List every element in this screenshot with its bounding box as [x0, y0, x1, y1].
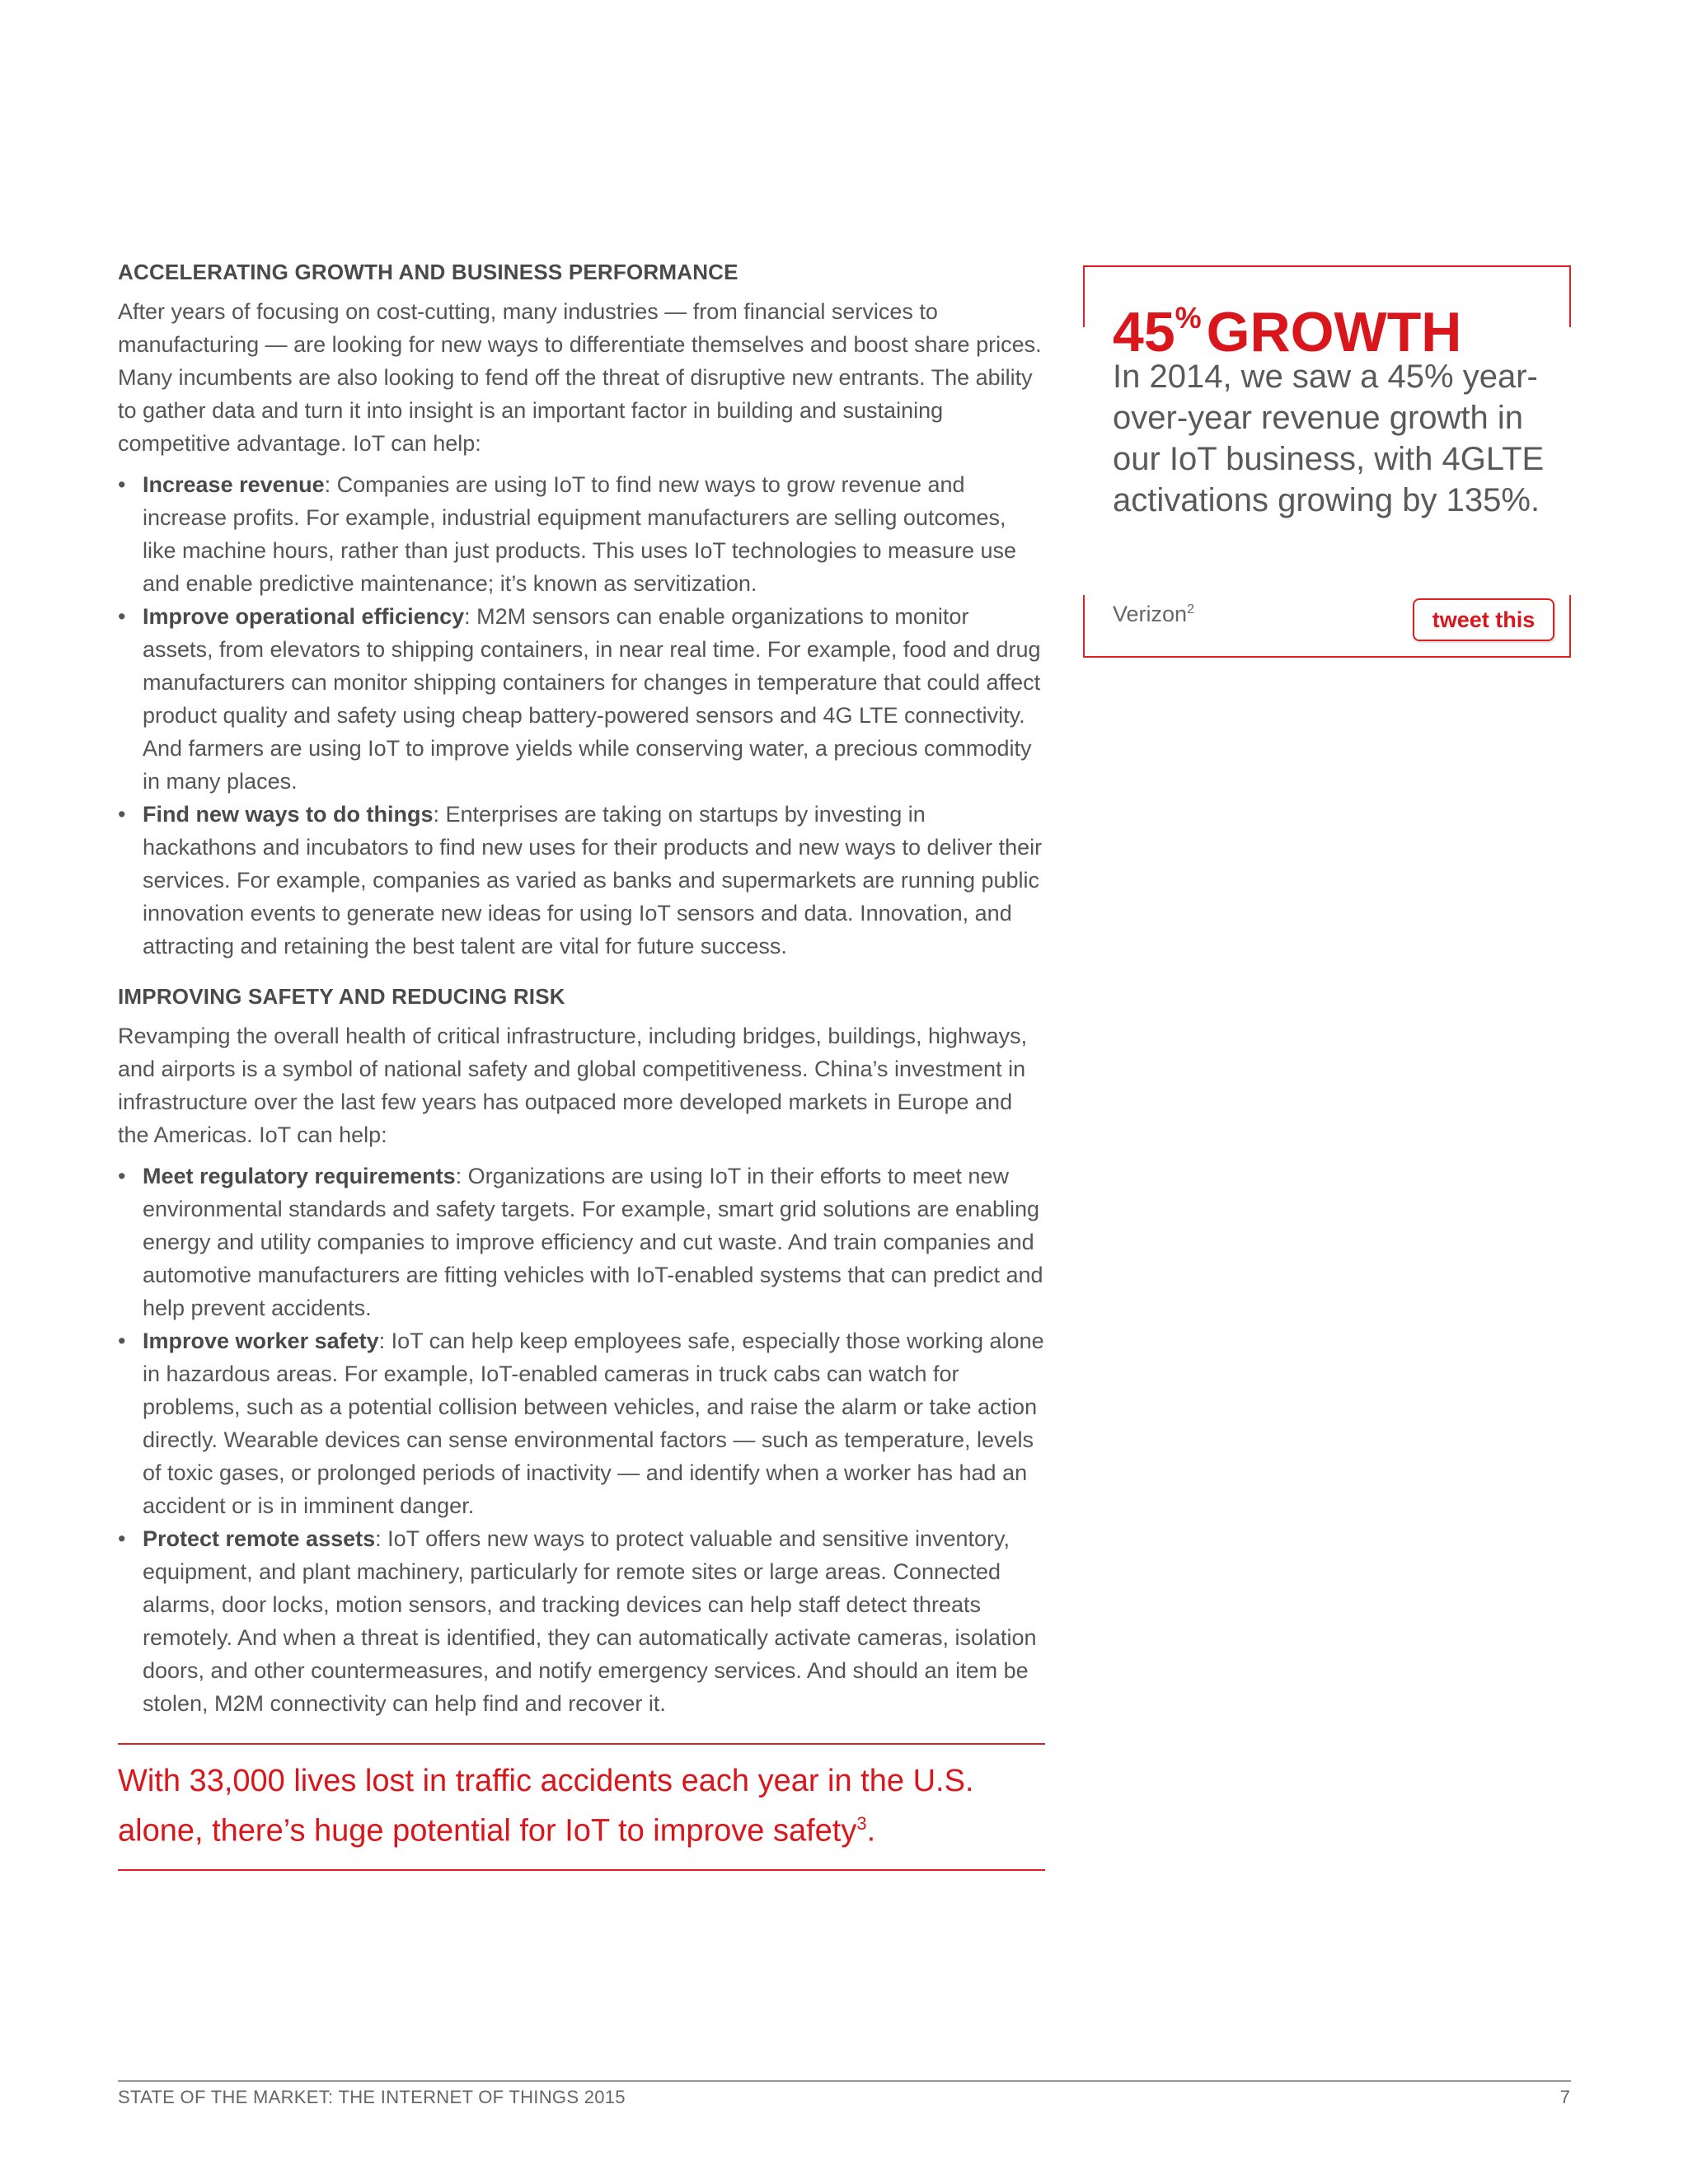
tweet-this-button[interactable]: tweet this [1413, 598, 1554, 641]
list-item [118, 468, 1045, 600]
bullet-text: : Companies are using IoT to find new ways to grow revenue and increase profits. For example, industrial equipment manufacturers are selling outcomes, like machine hours, rather than just products. This uses IoT technologies to measure use and enable predictive maintenance; it’s known as servitization. [143, 472, 1017, 596]
pull-quote-body: With 33,000 lives lost in traffic accidents each year in the U.S. alone, there’s huge potential for IoT to improve safety [118, 1764, 974, 1849]
bullet-text: : Organizations are using IoT in their efforts to meet new environmental standards and safety targets. For example, smart grid solutions are enabling energy and utility companies to improve efficiency and cut waste. And train companies and automotive manufacturers are fitting vehicles with IoT-enabled systems that can predict and help prevent accidents. [143, 1164, 1043, 1320]
stat-source-name: Verizon [1113, 602, 1188, 626]
pull-quote-footnote: 3 [856, 1813, 867, 1834]
footer-title: STATE OF THE MARKET: THE INTERNET OF THINGS 2015 [118, 2087, 626, 2107]
stat-source [1113, 602, 1194, 627]
section-heading: ACCELERATING GROWTH AND BUSINESS PERFORMANCE [118, 260, 738, 284]
pull-quote-text [118, 1760, 1045, 1853]
pull-quote-end: . [866, 1813, 876, 1849]
stat-body: In 2014, we saw a 45% year-over-year revenue growth in our IoT business, with 4GLTE activations growing by 135%. [1113, 359, 1545, 518]
list-item [118, 600, 1045, 798]
bullet-icon: • [118, 802, 126, 827]
pull-quote [118, 1743, 1045, 1871]
bullet-term: Find new ways to do things [143, 802, 434, 827]
bullet-term: Increase revenue [143, 472, 325, 497]
section-heading: IMPROVING SAFETY AND REDUCING RISK [118, 984, 565, 1009]
frame-line [1569, 595, 1571, 658]
frame-line [1083, 265, 1569, 267]
bullet-icon: • [118, 604, 126, 629]
bullet-icon: • [118, 472, 126, 497]
section-intro: After years of focusing on cost-cutting, many industries — from financial services to manufacturing — are looking for new ways to differentiate themselves and boost share prices. Many incumbents are also looking to fend off the threat of disruptive new entrants. The ability to gather data and turn it into insight is an important factor in building and sustaining competitive advantage. IoT can help: [118, 299, 1042, 456]
frame-line [1083, 656, 1571, 658]
bullet-icon: • [118, 1329, 126, 1353]
footer-divider [118, 2080, 1571, 2082]
frame-line [1569, 265, 1571, 327]
stat-percent: % [1175, 301, 1202, 335]
bullet-term: Improve operational efficiency [143, 604, 465, 629]
list-item [118, 1522, 1045, 1720]
list-item [118, 1324, 1045, 1522]
bullet-text: : IoT offers new ways to protect valuable and sensitive inventory, equipment, and plant machinery, particularly for remote sites or large areas. Connected alarms, door locks, motion sensors, and tracking devices can help staff detect threats remotely. And when a threat is identified, they can automatically activate cameras, isolation doors, and other countermeasures, and notify emergency services. And should an item be stolen, M2M connectivity can help find and recover it. [143, 1526, 1037, 1716]
stat-sidebar [1083, 265, 1571, 658]
section-safety-risk [118, 984, 1045, 1720]
frame-line [1083, 595, 1085, 658]
list-item [118, 1160, 1045, 1324]
bullet-list [118, 1160, 1045, 1720]
page-number: 7 [1559, 2087, 1570, 2107]
stat-label: GROWTH [1206, 301, 1462, 363]
bullet-text: : Enterprises are taking on startups by investing in hackathons and incubators to find new uses for their products and new ways to deliver their services. For example, companies as varied as banks and supermarkets are running public innovation events to generate new ideas for using IoT sensors and data. Innovation, and attracting and retaining the best talent are vital for future success. [143, 802, 1043, 958]
list-item [118, 798, 1045, 963]
stat-number: 45 [1113, 301, 1175, 363]
stat-headline [1113, 288, 1461, 362]
bullet-term: Meet regulatory requirements [143, 1164, 456, 1188]
section-accelerating-growth [118, 260, 1045, 963]
bullet-term: Protect remote assets [143, 1526, 376, 1551]
section-intro: Revamping the overall health of critical infrastructure, including bridges, buildings, highways, and airports is a symbol of national safety and global competitiveness. China’s investment in infrastructure over the last few years has outpaced more developed markets in Europe and the Americas. IoT can help: [118, 1024, 1028, 1147]
main-column [118, 260, 1045, 1871]
bullet-list [118, 468, 1045, 963]
bullet-text: : M2M sensors can enable organizations to monitor assets, from elevators to shipping containers, in near real time. For example, food and drug manufacturers can monitor shipping containers for changes in temperature that could affect product quality and safety using cheap battery-powered sensors and 4G LTE connectivity. And farmers are using IoT to improve yields while conserving water, a precious commodity in many places. [143, 604, 1041, 794]
bullet-icon: • [118, 1164, 126, 1188]
bullet-icon: • [118, 1526, 126, 1551]
bullet-term: Improve worker safety [143, 1329, 379, 1353]
bullet-text: : IoT can help keep employees safe, especially those working alone in hazardous areas. For example, IoT-enabled cameras in truck cabs can watch for problems, such as a potential collision between vehicles, and raise the alarm or take action directly. Wearable devices can sense environmental factors — such as temperature, levels of toxic gases, or prolonged periods of inactivity — and identify when a worker has had an accident or is in imminent danger. [143, 1329, 1044, 1518]
frame-line [1083, 265, 1085, 327]
stat-source-footnote: 2 [1187, 602, 1194, 616]
